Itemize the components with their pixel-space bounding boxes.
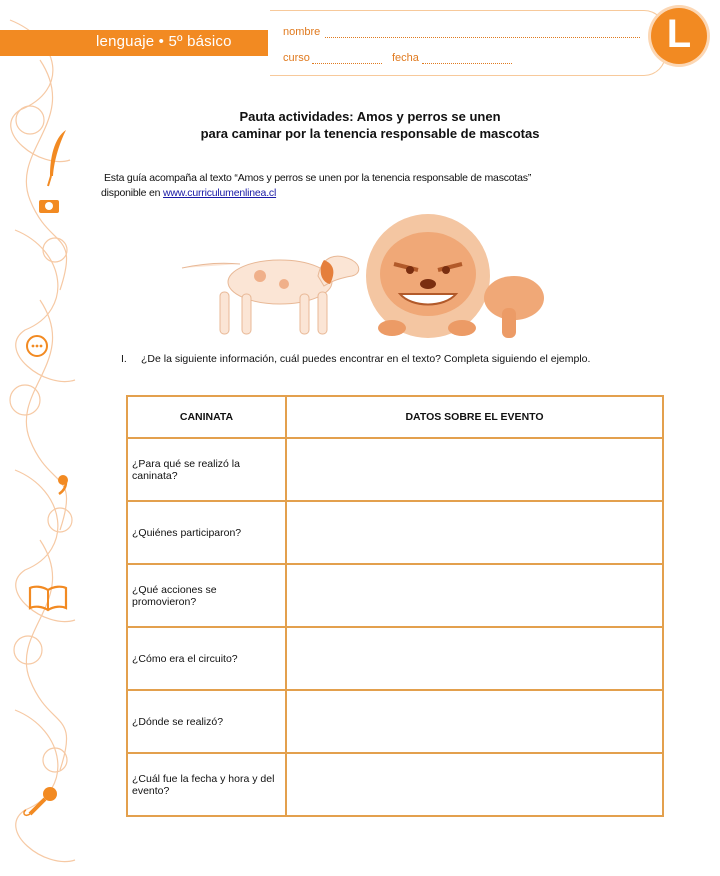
- row-question: ¿Qué acciones se promovieron?: [127, 564, 286, 627]
- course-label: curso: [283, 52, 310, 64]
- row-question: ¿Quiénes participaron?: [127, 501, 286, 564]
- intro-source: [101, 187, 276, 199]
- question-text: ¿De la siguiente información, cuál puedes encontrar en el texto? Completa siguiendo el ejemplo.: [141, 353, 591, 365]
- answer-cell[interactable]: [286, 753, 663, 816]
- name-field[interactable]: [325, 37, 640, 38]
- curriculum-link[interactable]: www.curriculumenlinea.cl: [163, 187, 277, 199]
- badge-letter: L: [666, 12, 692, 56]
- name-label: nombre: [283, 26, 321, 38]
- table-row: [127, 501, 663, 564]
- subject-label: lenguaje • 5º básico: [96, 33, 232, 50]
- answer-cell[interactable]: [286, 564, 663, 627]
- table-row: [127, 564, 663, 627]
- date-label: fecha: [392, 52, 419, 64]
- answer-cell[interactable]: [286, 690, 663, 753]
- microphone-icon: [20, 784, 60, 820]
- table-row: [127, 690, 663, 753]
- header-datos: DATOS SOBRE EL EVENTO: [286, 396, 663, 438]
- row-question: ¿Cómo era el circuito?: [127, 627, 286, 690]
- student-info-box: [270, 10, 666, 76]
- answer-cell[interactable]: [286, 627, 663, 690]
- caninata-table: [126, 395, 664, 817]
- question-number: I.: [121, 353, 127, 365]
- row-question: ¿Para qué se realizó la caninata?: [127, 438, 286, 501]
- answer-cell[interactable]: [286, 501, 663, 564]
- date-field[interactable]: [422, 63, 512, 64]
- page-title-line-2: para caminar por la tenencia responsable de mascotas: [200, 126, 540, 141]
- camera-icon: [38, 196, 60, 214]
- answer-cell[interactable]: [286, 438, 663, 501]
- table-row: [127, 753, 663, 816]
- page-title-line-1: Pauta actividades: Amos y perros se unen: [239, 109, 501, 124]
- intro-text: Esta guía acompaña al texto “Amos y perros se unen por la tenencia responsable de mascotas”: [104, 172, 532, 184]
- course-field[interactable]: [312, 63, 382, 64]
- row-question: ¿Dónde se realizó?: [127, 690, 286, 753]
- intro-prefix: disponible en: [101, 187, 161, 199]
- subject-badge: [651, 8, 707, 64]
- header-caninata: CANINATA: [127, 396, 286, 438]
- row-question: ¿Cuál fue la fecha y hora y del evento?: [127, 753, 286, 816]
- feather-pen-icon: [44, 128, 72, 188]
- speech-bubble-icon: [24, 334, 50, 360]
- comma-icon: [56, 474, 70, 496]
- open-book-icon: [28, 584, 68, 612]
- table-row: [127, 438, 663, 501]
- table-row: [127, 627, 663, 690]
- table-header-row: [127, 396, 663, 438]
- dogs-illustration: [180, 212, 552, 342]
